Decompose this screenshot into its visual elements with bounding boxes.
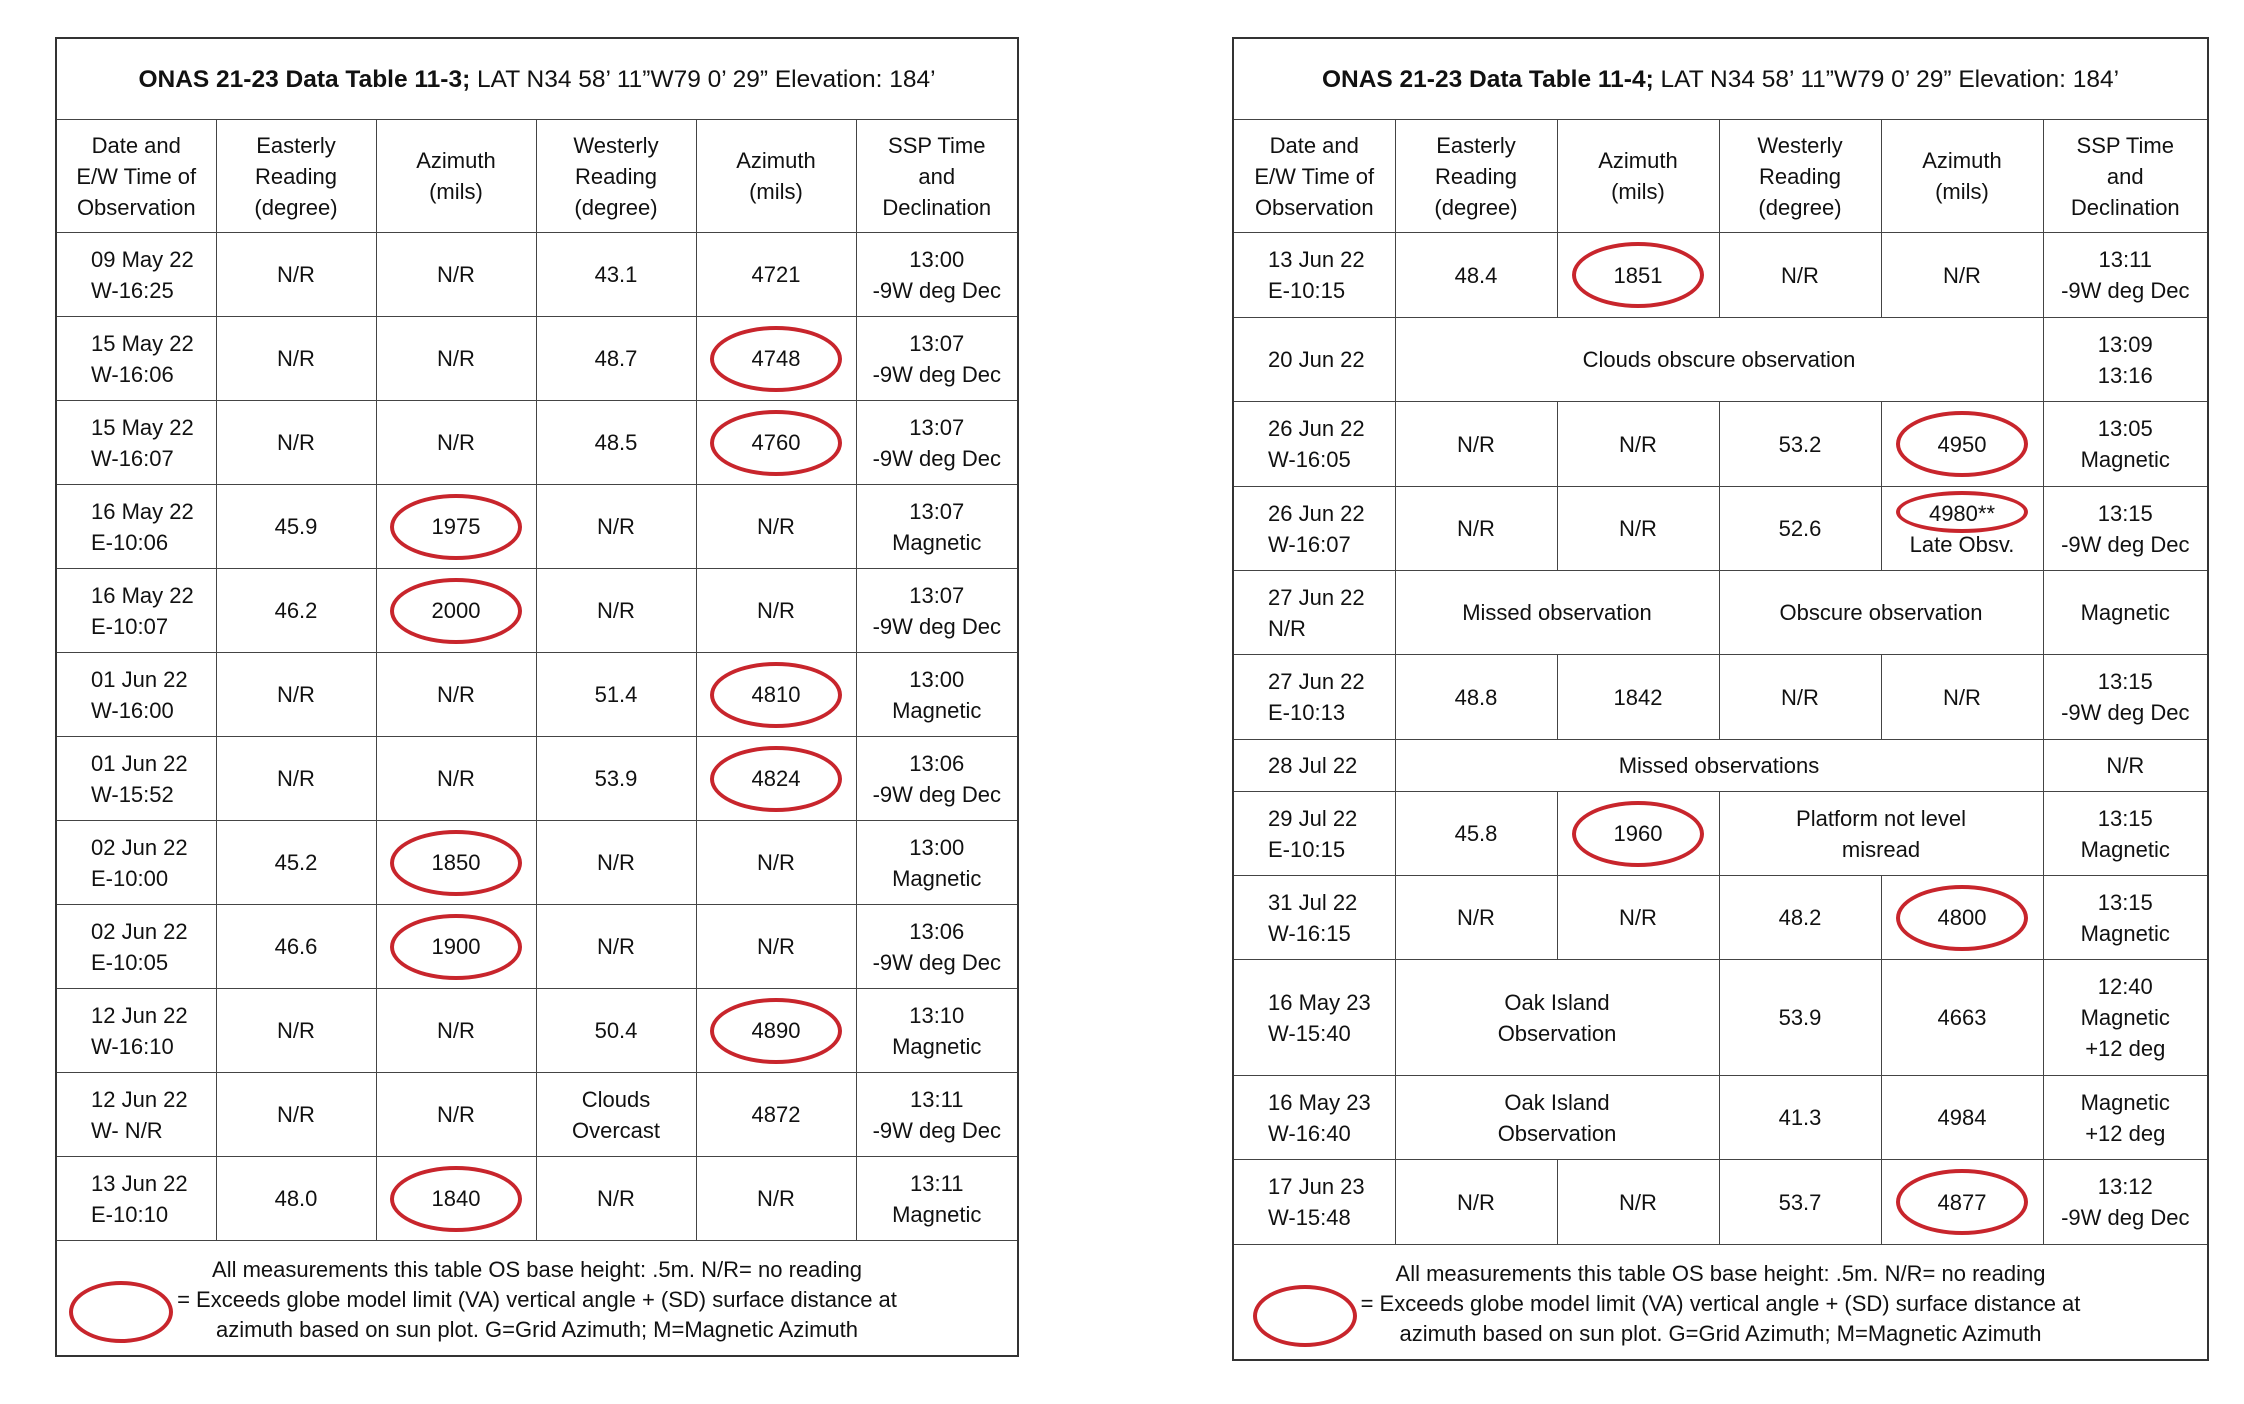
easterly-cell: 45.9	[216, 485, 376, 569]
highlight-oval: 4800	[1938, 902, 1987, 933]
date-cell: 01 Jun 22 W-15:52	[56, 737, 216, 821]
oak-island-cell: Oak Island Observation	[1395, 960, 1719, 1076]
azimuth-east-cell	[376, 485, 536, 569]
date-cell: 17 Jun 23 W-15:48	[1233, 1160, 1395, 1245]
table-row	[56, 317, 1018, 401]
data-table-11-4	[1232, 37, 2207, 1361]
ssp-cell: 13:07 -9W deg Dec	[856, 569, 1018, 653]
spanning-note-cell: Clouds obscure observation	[1395, 318, 2043, 402]
missed-observation-cell: Missed observation	[1395, 571, 1719, 655]
azimuth-west-cell: 4984	[1881, 1076, 2043, 1160]
ssp-cell: 13:15 Magnetic	[2043, 792, 2208, 876]
azimuth-east-cell	[1557, 792, 1719, 876]
westerly-cell: N/R	[536, 905, 696, 989]
late-observation-label: Late Obsv.	[1909, 531, 2015, 557]
date-cell: 01 Jun 22 W-16:00	[56, 653, 216, 737]
table-row	[56, 401, 1018, 485]
legend-line-1: All measurements this table OS base height: .5m. N/R= no reading	[1395, 1261, 2046, 1286]
easterly-cell: N/R	[216, 653, 376, 737]
obscure-observation-cell: Obscure observation	[1719, 571, 2043, 655]
ssp-cell: 13:07 -9W deg Dec	[856, 317, 1018, 401]
header-row	[56, 120, 1018, 233]
date-cell: 15 May 22 W-16:06	[56, 317, 216, 401]
table-row	[1233, 655, 2208, 740]
azimuth-west-cell: N/R	[696, 569, 856, 653]
westerly-cell: N/R	[536, 821, 696, 905]
azimuth-east-cell: N/R	[1557, 487, 1719, 571]
legend-line-1: All measurements this table OS base height: .5m. N/R= no reading	[212, 1257, 862, 1282]
ssp-cell: N/R	[2043, 740, 2208, 792]
header-easterly: Easterly Reading (degree)	[216, 120, 376, 233]
date-cell: 26 Jun 22 W-16:05	[1233, 402, 1395, 487]
azimuth-west-cell	[696, 317, 856, 401]
highlight-oval: 4824	[752, 763, 801, 794]
azimuth-east-cell: N/R	[376, 989, 536, 1073]
azimuth-east-cell: N/R	[376, 737, 536, 821]
date-cell: 09 May 22 W-16:25	[56, 233, 216, 317]
header-ssp: SSP Time and Declination	[856, 120, 1018, 233]
ssp-cell: 13:15 Magnetic	[2043, 876, 2208, 960]
westerly-cell: N/R	[536, 1157, 696, 1241]
table-title-coordinates: LAT N34 58’ 11”W79 0’ 29” Elevation: 184’	[470, 65, 936, 93]
date-cell: 13 Jun 22 E-10:15	[1233, 233, 1395, 318]
date-cell: 31 Jul 22 W-16:15	[1233, 876, 1395, 960]
date-cell: 28 Jul 22	[1233, 740, 1395, 792]
azimuth-east-cell: N/R	[1557, 876, 1719, 960]
azimuth-west-cell	[696, 737, 856, 821]
table-row	[1233, 233, 2208, 318]
highlight-oval: 1840	[432, 1183, 481, 1214]
date-cell: 13 Jun 22 E-10:10	[56, 1157, 216, 1241]
ssp-cell: 13:00 Magnetic	[856, 821, 1018, 905]
table-row	[56, 821, 1018, 905]
westerly-cell: 48.7	[536, 317, 696, 401]
table-row	[56, 737, 1018, 821]
header-ssp: SSP Time and Declination	[2043, 120, 2208, 233]
highlight-oval: 1975	[432, 511, 481, 542]
date-cell: 16 May 22 E-10:07	[56, 569, 216, 653]
azimuth-west-cell: N/R	[1881, 233, 2043, 318]
azimuth-east-cell: 1842	[1557, 655, 1719, 740]
legend-line-3: azimuth based on sun plot. G=Grid Azimuth; M=Magnetic Azimuth	[216, 1317, 858, 1342]
date-cell: 02 Jun 22 E-10:05	[56, 905, 216, 989]
azimuth-west-cell: N/R	[696, 821, 856, 905]
legend-oval-icon	[69, 1281, 173, 1343]
date-cell: 16 May 23 W-15:40	[1233, 960, 1395, 1076]
table-row	[56, 989, 1018, 1073]
azimuth-west-cell: N/R	[696, 905, 856, 989]
westerly-cell: 50.4	[536, 989, 696, 1073]
azimuth-east-cell	[376, 905, 536, 989]
table-row	[1233, 740, 2208, 792]
highlight-oval: 1850	[432, 847, 481, 878]
westerly-cell: 53.9	[536, 737, 696, 821]
legend-row	[56, 1241, 1018, 1357]
azimuth-east-cell: N/R	[376, 317, 536, 401]
highlight-oval: 4950	[1938, 429, 1987, 460]
date-cell: 12 Jun 22 W-16:10	[56, 989, 216, 1073]
ssp-cell: 13:15 -9W deg Dec	[2043, 655, 2208, 740]
easterly-cell: N/R	[216, 989, 376, 1073]
ssp-cell: 13:11 Magnetic	[856, 1157, 1018, 1241]
azimuth-west-cell	[1881, 876, 2043, 960]
easterly-cell: 46.6	[216, 905, 376, 989]
azimuth-west-cell	[696, 989, 856, 1073]
spanning-note-cell: Missed observations	[1395, 740, 2043, 792]
easterly-cell: N/R	[216, 233, 376, 317]
azimuth-west-cell: 4872	[696, 1073, 856, 1157]
azimuth-east-cell: N/R	[376, 653, 536, 737]
header-row	[1233, 120, 2208, 233]
table-row	[56, 485, 1018, 569]
ssp-cell: 13:11 -9W deg Dec	[2043, 233, 2208, 318]
date-cell: 12 Jun 22 W- N/R	[56, 1073, 216, 1157]
easterly-cell: N/R	[216, 737, 376, 821]
azimuth-east-cell	[376, 821, 536, 905]
westerly-cell: 51.4	[536, 653, 696, 737]
ssp-cell: Magnetic	[2043, 571, 2208, 655]
table-row	[1233, 487, 2208, 571]
ssp-cell: 13:07 Magnetic	[856, 485, 1018, 569]
westerly-cell: N/R	[536, 569, 696, 653]
table-row	[56, 1157, 1018, 1241]
westerly-cell: 41.3	[1719, 1076, 1881, 1160]
table-title	[56, 38, 1018, 120]
azimuth-west-cell: N/R	[696, 485, 856, 569]
azimuth-east-cell	[376, 569, 536, 653]
table-title-bold: ONAS 21-23 Data Table 11-3;	[138, 65, 471, 93]
westerly-cell: 53.7	[1719, 1160, 1881, 1245]
table-row	[1233, 792, 2208, 876]
ssp-cell: 13:10 Magnetic	[856, 989, 1018, 1073]
header-easterly: Easterly Reading (degree)	[1395, 120, 1557, 233]
easterly-cell: 45.8	[1395, 792, 1557, 876]
highlight-oval: 4810	[752, 679, 801, 710]
header-date: Date and E/W Time of Observation	[1233, 120, 1395, 233]
legend-note	[1233, 1245, 2208, 1361]
table-11-4	[1232, 37, 2209, 1361]
westerly-cell: Clouds Overcast	[536, 1073, 696, 1157]
legend-oval-icon	[1253, 1285, 1357, 1347]
header-date: Date and E/W Time of Observation	[56, 120, 216, 233]
highlight-oval: 1851	[1614, 260, 1663, 291]
westerly-cell: N/R	[536, 485, 696, 569]
highlight-oval: 4980**	[1929, 498, 1995, 529]
westerly-cell: 48.2	[1719, 876, 1881, 960]
header-westerly: Westerly Reading (degree)	[1719, 120, 1881, 233]
easterly-cell: 48.0	[216, 1157, 376, 1241]
ssp-cell: 13:12 -9W deg Dec	[2043, 1160, 2208, 1245]
azimuth-east-cell	[376, 1157, 536, 1241]
ssp-cell: 13:15 -9W deg Dec	[2043, 487, 2208, 571]
azimuth-east-cell: N/R	[376, 401, 536, 485]
table-11-3	[55, 37, 1019, 1357]
westerly-cell: 48.5	[536, 401, 696, 485]
ssp-cell: 13:09 13:16	[2043, 318, 2208, 402]
table-title-bold: ONAS 21-23 Data Table 11-4;	[1321, 65, 1654, 93]
easterly-cell: N/R	[216, 1073, 376, 1157]
ssp-cell: 13:05 Magnetic	[2043, 402, 2208, 487]
table-row	[1233, 402, 2208, 487]
date-cell: 29 Jul 22 E-10:15	[1233, 792, 1395, 876]
easterly-cell: N/R	[216, 401, 376, 485]
date-cell: 16 May 23 W-16:40	[1233, 1076, 1395, 1160]
azimuth-west-cell	[1881, 1160, 2043, 1245]
azimuth-east-cell	[1557, 233, 1719, 318]
legend-line-2: = Exceeds globe model limit (VA) vertical angle + (SD) surface distance at	[1360, 1291, 2081, 1316]
highlight-oval: 4748	[752, 343, 801, 374]
table-row	[1233, 1076, 2208, 1160]
easterly-cell: N/R	[1395, 487, 1557, 571]
data-table-11-3	[55, 37, 1017, 1357]
highlight-oval: 4890	[752, 1015, 801, 1046]
ssp-cell: 13:07 -9W deg Dec	[856, 401, 1018, 485]
header-azimuth-east: Azimuth (mils)	[376, 120, 536, 233]
ssp-cell: 13:11 -9W deg Dec	[856, 1073, 1018, 1157]
table-row	[1233, 1160, 2208, 1245]
date-cell: 27 Jun 22 N/R	[1233, 571, 1395, 655]
date-cell: 15 May 22 W-16:07	[56, 401, 216, 485]
header-azimuth-east: Azimuth (mils)	[1557, 120, 1719, 233]
easterly-cell: 46.2	[216, 569, 376, 653]
oak-island-cell: Oak Island Observation	[1395, 1076, 1719, 1160]
azimuth-east-cell: N/R	[376, 1073, 536, 1157]
easterly-cell: N/R	[1395, 402, 1557, 487]
legend-note	[56, 1241, 1018, 1357]
table-row	[56, 233, 1018, 317]
ssp-cell: 13:00 Magnetic	[856, 653, 1018, 737]
table-row	[56, 905, 1018, 989]
date-cell: 02 Jun 22 E-10:00	[56, 821, 216, 905]
easterly-cell: 48.8	[1395, 655, 1557, 740]
highlight-oval: 2000	[432, 595, 481, 626]
header-azimuth-west: Azimuth (mils)	[1881, 120, 2043, 233]
azimuth-east-cell: N/R	[376, 233, 536, 317]
header-westerly: Westerly Reading (degree)	[536, 120, 696, 233]
highlight-oval: 4760	[752, 427, 801, 458]
azimuth-east-cell: N/R	[1557, 1160, 1719, 1245]
platform-note-cell: Platform not level misread	[1719, 792, 2043, 876]
table-row	[1233, 876, 2208, 960]
ssp-cell: 13:00 -9W deg Dec	[856, 233, 1018, 317]
table-title	[1233, 38, 2208, 120]
azimuth-west-cell	[696, 653, 856, 737]
table-row	[1233, 960, 2208, 1076]
ssp-cell: 13:06 -9W deg Dec	[856, 905, 1018, 989]
table-row	[1233, 571, 2208, 655]
date-cell: 27 Jun 22 E-10:13	[1233, 655, 1395, 740]
easterly-cell: N/R	[216, 317, 376, 401]
table-row	[56, 653, 1018, 737]
ssp-cell: Magnetic +12 deg	[2043, 1076, 2208, 1160]
azimuth-west-cell: N/R	[1881, 655, 2043, 740]
azimuth-west-cell: 4663	[1881, 960, 2043, 1076]
westerly-cell: 53.9	[1719, 960, 1881, 1076]
easterly-cell: N/R	[1395, 876, 1557, 960]
easterly-cell: 45.2	[216, 821, 376, 905]
date-cell: 26 Jun 22 W-16:07	[1233, 487, 1395, 571]
legend-line-3: azimuth based on sun plot. G=Grid Azimuth; M=Magnetic Azimuth	[1399, 1321, 2042, 1346]
date-cell: 20 Jun 22	[1233, 318, 1395, 402]
westerly-cell: 52.6	[1719, 487, 1881, 571]
header-azimuth-west: Azimuth (mils)	[696, 120, 856, 233]
legend-line-2: = Exceeds globe model limit (VA) vertical angle + (SD) surface distance at	[177, 1287, 897, 1312]
date-cell: 16 May 22 E-10:06	[56, 485, 216, 569]
azimuth-east-cell: N/R	[1557, 402, 1719, 487]
westerly-cell: 53.2	[1719, 402, 1881, 487]
azimuth-west-cell	[1881, 402, 2043, 487]
easterly-cell: 48.4	[1395, 233, 1557, 318]
table-row	[56, 1073, 1018, 1157]
azimuth-west-cell: N/R	[696, 1157, 856, 1241]
table-row	[56, 569, 1018, 653]
westerly-cell: 43.1	[536, 233, 696, 317]
highlight-oval: 4877	[1938, 1187, 1987, 1218]
westerly-cell: N/R	[1719, 233, 1881, 318]
easterly-cell: N/R	[1395, 1160, 1557, 1245]
table-title-coordinates: LAT N34 58’ 11”W79 0’ 29” Elevation: 184’	[1653, 65, 2120, 93]
azimuth-west-cell	[696, 401, 856, 485]
azimuth-west-cell: 4721	[696, 233, 856, 317]
table-row	[1233, 318, 2208, 402]
highlight-oval: 1960	[1614, 818, 1663, 849]
ssp-cell: 13:06 -9W deg Dec	[856, 737, 1018, 821]
azimuth-west-cell	[1881, 487, 2043, 571]
westerly-cell: N/R	[1719, 655, 1881, 740]
legend-row	[1233, 1245, 2208, 1361]
ssp-cell: 12:40 Magnetic +12 deg	[2043, 960, 2208, 1076]
highlight-oval: 1900	[432, 931, 481, 962]
